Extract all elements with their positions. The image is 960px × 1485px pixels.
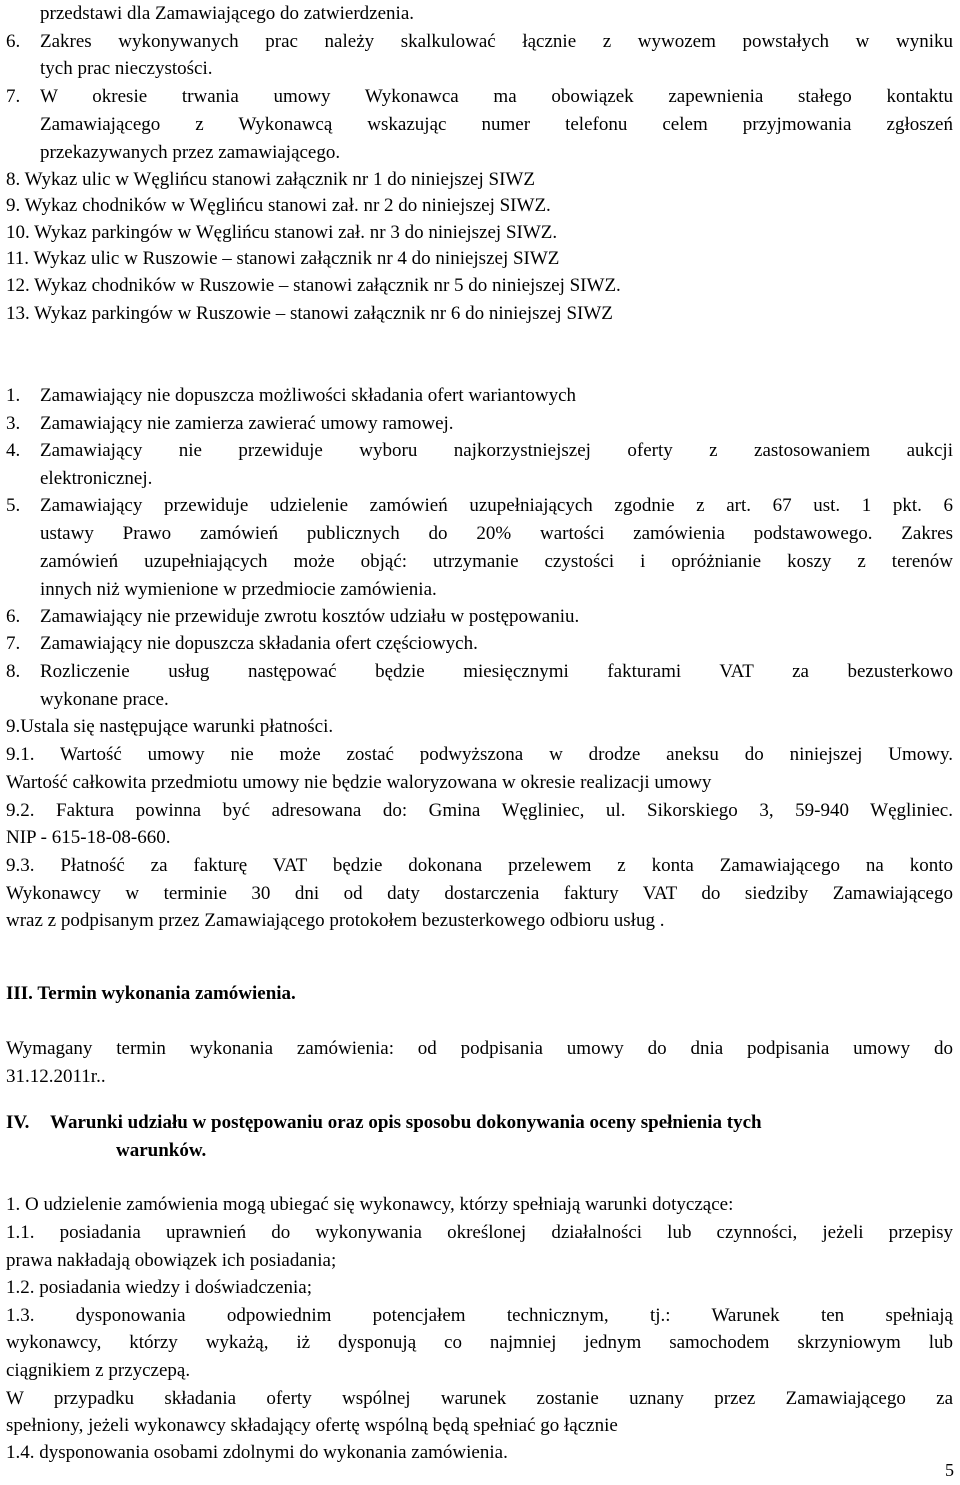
list-item: 8. Wykaz ulic w Węglińcu stanowi załącznik nr 1 do niniejszej SIWZ — [6, 169, 535, 190]
paragraph: prawa nakładają obowiązek ich posiadania; — [6, 1250, 337, 1271]
section-heading: III. Termin wykonania zamówienia. — [6, 983, 296, 1004]
list-item-text: wykonane prace. — [40, 689, 169, 710]
paragraph: 31.12.2011r.. — [6, 1066, 106, 1087]
list-item-text: Zakres wykonywanych prac należy skalkulować łącznie z wywozem powstałych w wyniku — [40, 31, 953, 52]
list-item-number: 4. — [6, 440, 21, 461]
list-item: 11. Wykaz ulic w Ruszowie – stanowi załącznik nr 4 do niniejszej SIWZ — [6, 248, 560, 269]
list-item-text: Zamawiający nie przewiduje zwrotu kosztów udziału w postępowaniu. — [40, 606, 580, 627]
paragraph: 1.2. posiadania wiedzy i doświadczenia; — [6, 1277, 313, 1298]
paragraph: 1.1. posiadania uprawnień do wykonywania określonej działalności lub czynności, jeżeli przepisy — [6, 1222, 953, 1243]
paragraph: ciągnikiem z przyczepą. — [6, 1360, 191, 1381]
paragraph: NIP - 615-18-08-660. — [6, 827, 171, 848]
list-item-text: Zamawiający nie przewiduje wyboru najkorzystniejszej oferty z zastosowaniem aukcji — [40, 440, 953, 461]
list-item: 9. Wykaz chodników w Węglińcu stanowi zał. nr 2 do niniejszej SIWZ. — [6, 195, 551, 216]
paragraph: spełniony, jeżeli wykonawcy składający ofertę wspólną będą spełniać go łącznie — [6, 1415, 618, 1436]
list-item-text: tych prac nieczystości. — [40, 58, 213, 79]
list-item-text: W okresie trwania umowy Wykonawca ma obowiązek zapewnienia stałego kontaktu — [40, 86, 953, 107]
list-item-number: 5. — [6, 495, 21, 516]
list-item-text: innych niż wymienione w przedmiocie zamówienia. — [40, 579, 437, 600]
section-heading-number: IV. — [6, 1112, 30, 1133]
list-item-number: 7. — [6, 86, 21, 107]
paragraph: W przypadku składania oferty wspólnej warunek zostanie uznany przez Zamawiającego za — [6, 1388, 953, 1409]
list-item: 10. Wykaz parkingów w Węglińcu stanowi zał. nr 3 do niniejszej SIWZ. — [6, 222, 558, 243]
list-item-text: Zamawiającego z Wykonawcą wskazując numer telefonu celem przyjmowania zgłoszeń — [40, 114, 953, 135]
paragraph: 9.1. Wartość umowy nie może zostać podwyższona w drodze aneksu do niniejszej Umowy. — [6, 744, 953, 765]
list-item-text: elektronicznej. — [40, 468, 153, 489]
paragraph: Wykonawcy w terminie 30 dni od daty dostarczenia faktury VAT do siedziby Zamawiającego — [6, 883, 953, 904]
paragraph: Wartość całkowita przedmiotu umowy nie będzie waloryzowana w okresie realizacji umowy — [6, 772, 712, 793]
list-item-text: Zamawiający nie dopuszcza możliwości składania ofert wariantowych — [40, 385, 577, 406]
paragraph: Wymagany termin wykonania zamówienia: od podpisania umowy do dnia podpisania umowy do — [6, 1038, 953, 1059]
list-item-text: przedstawi dla Zamawiającego do zatwierdzenia. — [40, 3, 415, 24]
list-item: 12. Wykaz chodników w Ruszowie – stanowi załącznik nr 5 do niniejszej SIWZ. — [6, 275, 621, 296]
section-heading: warunków. — [116, 1140, 207, 1161]
paragraph: wykonawcy, którzy wykażą, iż dysponują co najmniej jednym samochodem skrzyniowym lub — [6, 1332, 953, 1353]
paragraph: 9.Ustala się następujące warunki płatności. — [6, 716, 334, 737]
paragraph: 1.4. dysponowania osobami zdolnymi do wykonania zamówienia. — [6, 1442, 508, 1463]
paragraph: 9.2. Faktura powinna być adresowana do: Gmina Węgliniec, ul. Sikorskiego 3, 59-940 Węgliniec. — [6, 800, 953, 821]
page-number: 5 — [945, 1460, 954, 1480]
list-item-text: Rozliczenie usług następować będzie miesięcznymi fakturami VAT za bezusterkowo — [40, 661, 953, 682]
list-item-text: ustawy Prawo zamówień publicznych do 20% wartości zamówienia podstawowego. Zakres — [40, 523, 953, 544]
list-item-number: 3. — [6, 413, 21, 434]
list-item-text: przekazywanych przez zamawiającego. — [40, 142, 341, 163]
list-item-number: 1. — [6, 385, 21, 406]
list-item: 13. Wykaz parkingów w Ruszowie – stanowi załącznik nr 6 do niniejszej SIWZ — [6, 303, 613, 324]
paragraph: 1. O udzielenie zamówienia mogą ubiegać się wykonawcy, którzy spełniają warunki dotyczące: — [6, 1194, 734, 1215]
paragraph: 9.3. Płatność za fakturę VAT będzie dokonana przelewem z konta Zamawiającego na konto — [6, 855, 953, 876]
list-item-text: zamówień uzupełniających może objąć: utrzymanie czystości i opróżnianie koszy z terenów — [40, 551, 953, 572]
list-item-number: 6. — [6, 31, 21, 52]
list-item-text: Zamawiający przewiduje udzielenie zamówień uzupełniających zgodnie z art. 67 ust. 1 pkt. 6 — [40, 495, 953, 516]
section-heading: Warunki udziału w postępowaniu oraz opis sposobu dokonywania oceny spełnienia tych — [50, 1112, 762, 1133]
list-item-number: 8. — [6, 661, 21, 682]
paragraph: 1.3. dysponowania odpowiednim potencjałem technicznym, tj.: Warunek ten spełniają — [6, 1305, 953, 1326]
list-item-number: 7. — [6, 633, 21, 654]
list-item-number: 6. — [6, 606, 21, 627]
list-item-text: Zamawiający nie zamierza zawierać umowy ramowej. — [40, 413, 454, 434]
list-item-text: Zamawiający nie dopuszcza składania ofert częściowych. — [40, 633, 478, 654]
paragraph: wraz z podpisanym przez Zamawiającego protokołem bezusterkowego odbioru usług . — [6, 910, 665, 931]
